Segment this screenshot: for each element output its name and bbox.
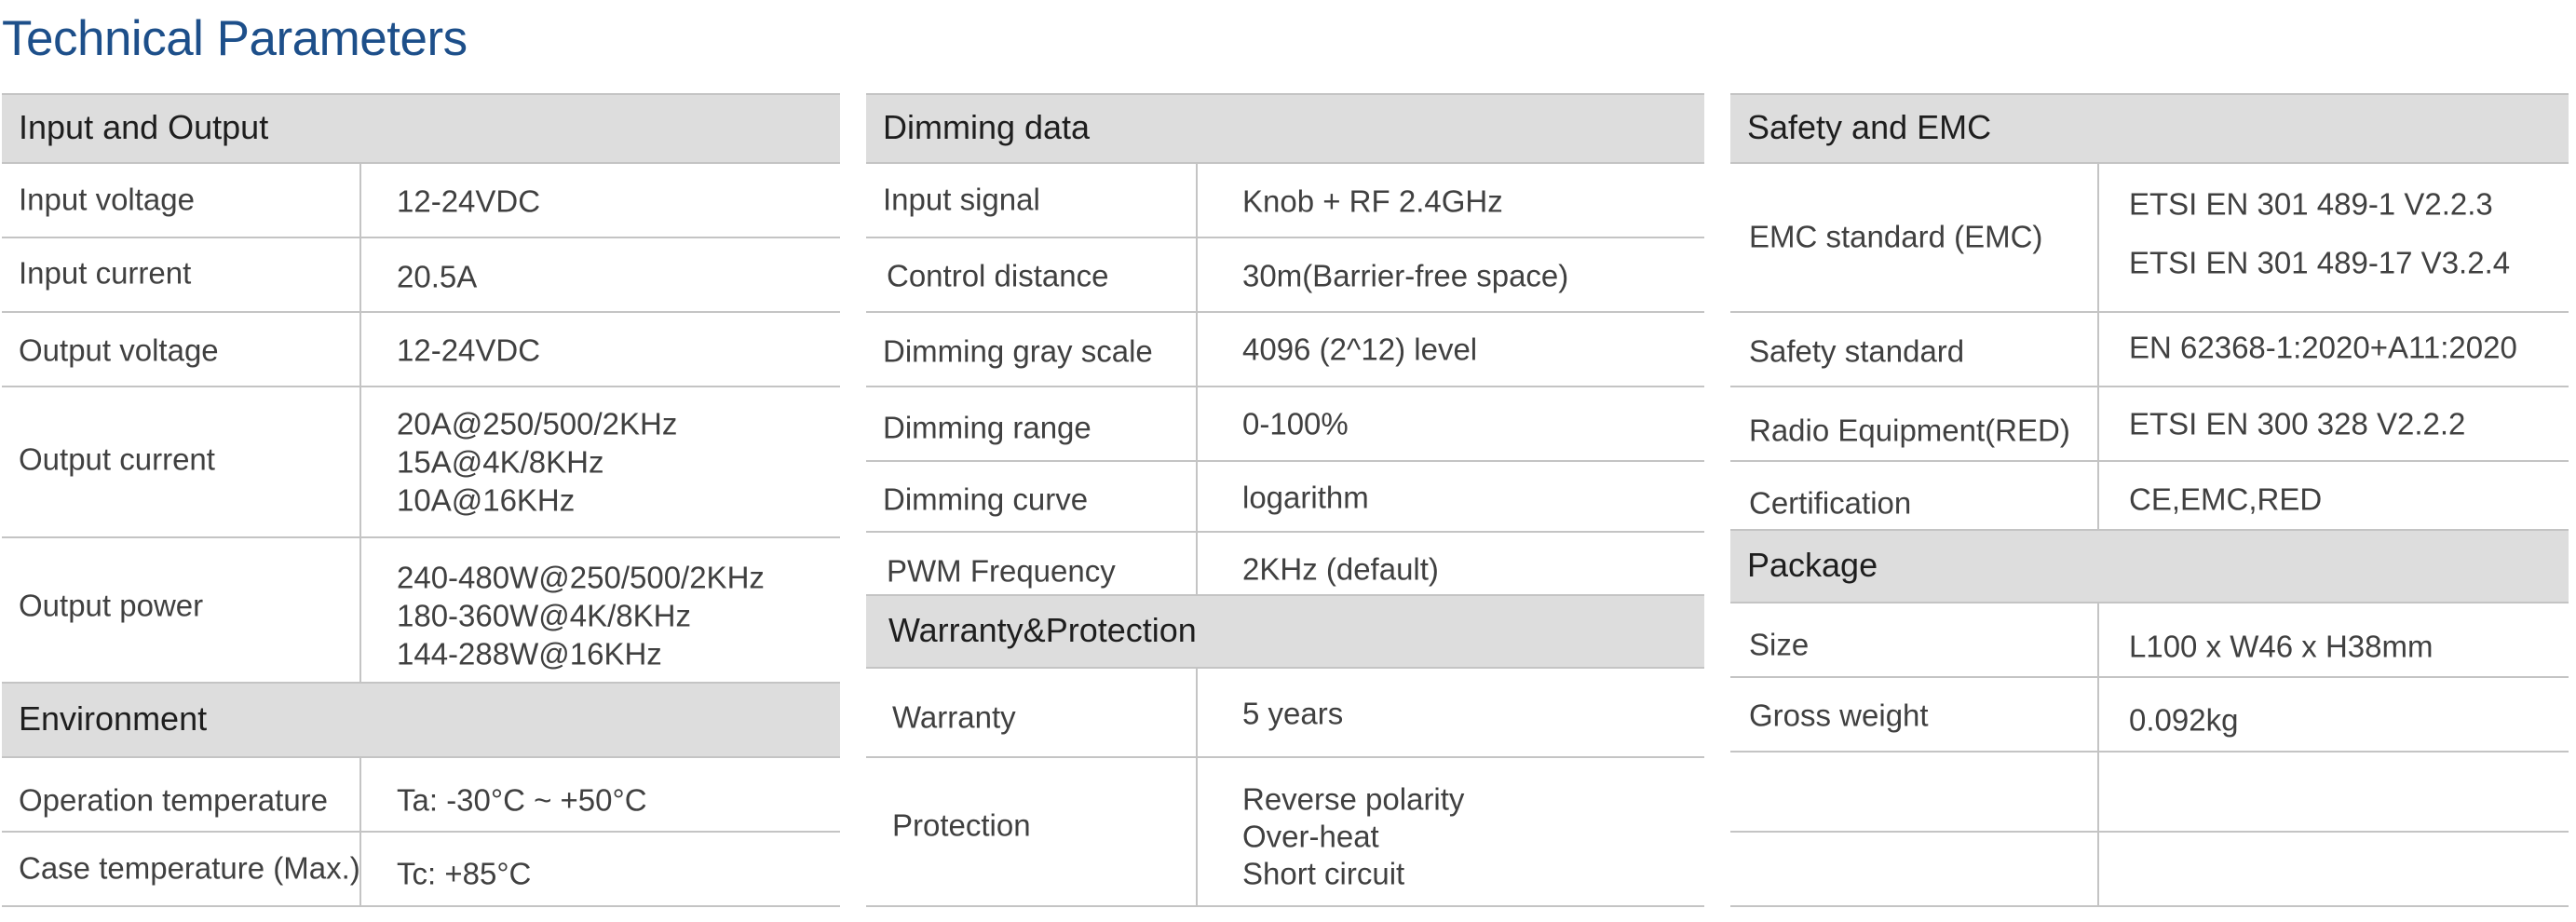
param-label: Dimming range bbox=[883, 410, 1091, 445]
param-value-line: Short circuit bbox=[1242, 856, 1405, 891]
param-label: Certification bbox=[1749, 485, 1912, 521]
param-value-line: Reverse polarity bbox=[1242, 781, 1465, 817]
row-divider bbox=[1730, 905, 2569, 907]
row-divider bbox=[1730, 831, 2569, 833]
row-divider bbox=[1730, 386, 2569, 387]
row-divider bbox=[1730, 311, 2569, 313]
row-divider bbox=[866, 386, 1704, 387]
param-value-line: ETSI EN 301 489-17 V3.2.4 bbox=[2129, 245, 2511, 280]
row-divider bbox=[1730, 93, 2569, 95]
row-divider bbox=[866, 531, 1704, 533]
row-divider bbox=[2, 536, 840, 538]
section-header-warranty bbox=[866, 594, 1704, 667]
param-value-line: 10A@16KHz bbox=[397, 482, 576, 518]
row-divider bbox=[2, 162, 840, 164]
section-header-dimming bbox=[866, 93, 1704, 162]
section-title: Dimming data bbox=[883, 108, 1091, 146]
column-divider bbox=[2097, 602, 2099, 905]
param-value: 12-24VDC bbox=[397, 332, 541, 368]
param-value: 0-100% bbox=[1242, 406, 1349, 441]
param-value: 5 years bbox=[1242, 696, 1344, 731]
row-divider bbox=[2, 386, 840, 387]
param-value-line: 20A@250/500/2KHz bbox=[397, 406, 678, 441]
param-label: Output voltage bbox=[19, 332, 219, 368]
row-divider bbox=[1730, 162, 2569, 164]
row-divider bbox=[866, 905, 1704, 907]
param-label: Safety standard bbox=[1749, 333, 1965, 369]
param-value: L100 x W46 x H38mm bbox=[2129, 629, 2434, 664]
param-value: CE,EMC,RED bbox=[2129, 481, 2323, 517]
param-value: 12-24VDC bbox=[397, 183, 541, 219]
row-divider bbox=[866, 311, 1704, 313]
param-value: ETSI EN 300 328 V2.2.2 bbox=[2129, 406, 2466, 441]
param-value: EN 62368-1:2020+A11:2020 bbox=[2129, 330, 2517, 365]
section-header-environment bbox=[2, 682, 840, 756]
row-divider bbox=[1730, 676, 2569, 678]
param-label: Dimming curve bbox=[883, 481, 1089, 517]
row-divider bbox=[2, 93, 840, 95]
param-value: Tc: +85°C bbox=[397, 856, 532, 891]
param-label: Output power bbox=[19, 588, 204, 623]
param-value-line: 240-480W@250/500/2KHz bbox=[397, 560, 765, 595]
section-title: Safety and EMC bbox=[1747, 108, 1992, 146]
param-label: Dimming gray scale bbox=[883, 333, 1153, 369]
safety-emc-table bbox=[1730, 93, 2569, 913]
param-label: Radio Equipment(RED) bbox=[1749, 413, 2070, 448]
section-title: Package bbox=[1747, 546, 1878, 584]
param-value-line: 15A@4K/8KHz bbox=[397, 444, 604, 480]
param-label: Protection bbox=[892, 807, 1031, 843]
row-divider bbox=[1730, 751, 2569, 753]
column-divider bbox=[2097, 162, 2099, 529]
param-label: Warranty bbox=[892, 699, 1016, 735]
param-value: Knob + RF 2.4GHz bbox=[1242, 183, 1503, 219]
param-value: 30m(Barrier-free space) bbox=[1242, 258, 1569, 293]
param-value-line: 180-360W@4K/8KHz bbox=[397, 598, 691, 633]
section-title: Environment bbox=[19, 699, 208, 738]
row-divider bbox=[2, 905, 840, 907]
row-divider bbox=[866, 460, 1704, 462]
param-label: Operation temperature bbox=[19, 782, 329, 818]
row-divider bbox=[2, 311, 840, 313]
param-value: Ta: -30°C ~ +50°C bbox=[397, 782, 647, 818]
row-divider bbox=[2, 682, 840, 684]
param-label: Input current bbox=[19, 255, 192, 291]
section-header-input-output bbox=[2, 93, 840, 162]
column-divider bbox=[1196, 162, 1198, 594]
param-value: 2KHz (default) bbox=[1242, 551, 1439, 587]
param-value-line: Over-heat bbox=[1242, 819, 1379, 854]
section-header-package bbox=[1730, 529, 2569, 602]
row-divider bbox=[1730, 602, 2569, 603]
param-value: 0.092kg bbox=[2129, 702, 2239, 738]
param-value: 20.5A bbox=[397, 259, 478, 294]
param-label: Control distance bbox=[887, 258, 1109, 293]
section-header-safety-emc bbox=[1730, 93, 2569, 162]
param-label: EMC standard (EMC) bbox=[1749, 219, 2043, 254]
param-value: 4096 (2^12) level bbox=[1242, 332, 1478, 367]
row-divider bbox=[866, 237, 1704, 238]
param-value: logarithm bbox=[1242, 480, 1369, 515]
dimming-table bbox=[866, 93, 1704, 913]
param-label: Size bbox=[1749, 627, 1810, 662]
param-label: PWM Frequency bbox=[887, 553, 1116, 589]
row-divider bbox=[1730, 529, 2569, 531]
param-label: Gross weight bbox=[1749, 698, 1929, 733]
section-title: Warranty&Protection bbox=[888, 611, 1197, 649]
param-value-line: 144-288W@16KHz bbox=[397, 636, 662, 671]
row-divider bbox=[1730, 460, 2569, 462]
row-divider bbox=[2, 756, 840, 758]
row-divider bbox=[2, 237, 840, 238]
section-title: Input and Output bbox=[19, 108, 269, 146]
row-divider bbox=[866, 93, 1704, 95]
param-value-line: ETSI EN 301 489-1 V2.2.3 bbox=[2129, 186, 2493, 222]
page-title: Technical Parameters bbox=[2, 11, 468, 66]
row-divider bbox=[2, 831, 840, 833]
input-output-table bbox=[2, 93, 840, 913]
param-label: Input signal bbox=[883, 182, 1040, 217]
row-divider bbox=[866, 594, 1704, 596]
param-label: Output current bbox=[19, 441, 215, 477]
row-divider bbox=[866, 162, 1704, 164]
param-label: Case temperature (Max.) bbox=[19, 850, 360, 886]
column-divider bbox=[359, 162, 361, 682]
param-label: Input voltage bbox=[19, 182, 195, 217]
row-divider bbox=[866, 667, 1704, 669]
column-divider bbox=[1196, 667, 1198, 905]
row-divider bbox=[866, 756, 1704, 758]
